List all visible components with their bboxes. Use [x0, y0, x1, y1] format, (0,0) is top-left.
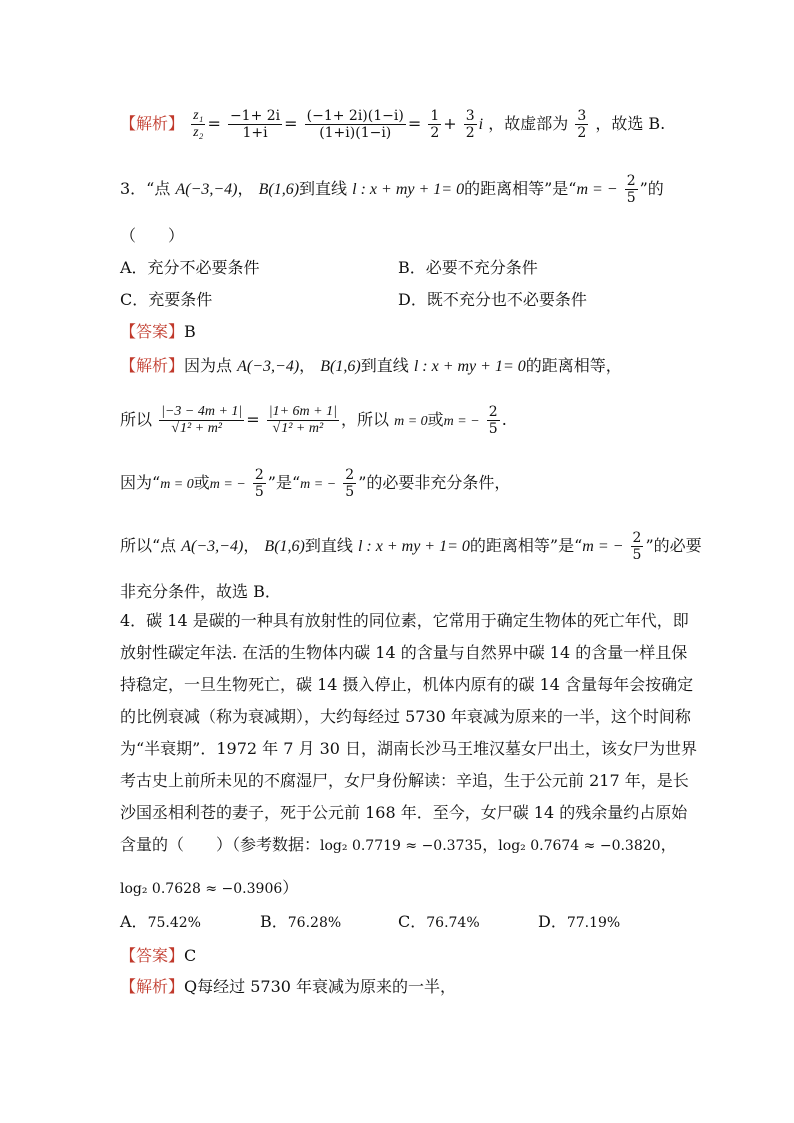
- q4-line: 4．碳 14 是碳的一种具有放射性的同位素，它常用于确定生物体的死亡年代，即: [120, 611, 689, 630]
- text: ”的必要: [645, 536, 702, 555]
- q3-option-a: A．充分不必要条件: [120, 258, 260, 277]
- fraction-z1-z2: $\frac{\text{z₁}}{\text{z₂}}$: [193, 108, 204, 140]
- text: ”的必要非充分条件，: [358, 473, 511, 492]
- m-zero: m = 0: [394, 414, 428, 429]
- choice-text: ，故选 B.: [595, 114, 666, 133]
- fraction-expr: $\frac{-1+ 2i}{1+i}$: [229, 108, 281, 141]
- point-a: A(−3,−4): [181, 538, 244, 555]
- fraction-two-fifths: $\frac{2}{5}$: [626, 173, 636, 206]
- answer-tag: 【答案】: [120, 946, 185, 965]
- fraction-two-fifths: $\frac{2}{5}$: [488, 404, 498, 437]
- distance-fraction-b: |1+ 6m + 1| √ 1² + m²: [267, 404, 339, 437]
- solution-tag: 【解析】: [120, 356, 185, 375]
- comma: ，: [237, 179, 254, 198]
- because-symbol: Q: [184, 977, 198, 996]
- point-b: B(1,6): [264, 538, 305, 555]
- fraction-three-half: $\frac{3}{2}$: [465, 108, 475, 141]
- q3-solution-line1: [120, 356, 622, 377]
- q3-text-b: 到直线: [299, 179, 348, 198]
- q3-solution-line4: [120, 530, 702, 563]
- q3-paren: （ ）: [120, 226, 185, 245]
- fraction-half: $\frac{1}{2}$: [430, 108, 440, 141]
- reference-log3: log₂ 0.7628 ≈ −0.3906: [120, 881, 283, 897]
- solution-tag: 【解析】: [120, 114, 185, 133]
- q3-stem: [120, 173, 664, 206]
- point-a: A(−3,−4): [237, 358, 300, 375]
- q3-text-c: 的距离相等”是“: [464, 179, 577, 198]
- solution-tag: 【解析】: [120, 977, 185, 996]
- q2-solution: 【解析】 $\frac{\text{z₁}}{\text{z₂}}$ = $\frac{-1+ 2i}{1+i}$ = $\frac{(-1+ 2i)(1-i)}{(1+i)(1-i)}$ = $\frac{1}{2}$ + $\frac{3}{2}$ i ，故虚部为 $\frac{3}{2}$ ，故选 B.: [120, 108, 666, 141]
- q4-option-b: B．76.28%: [260, 912, 342, 931]
- text: 到直线: [304, 536, 353, 555]
- point-b: B(1,6): [320, 358, 361, 375]
- m-zero: m = 0: [160, 477, 194, 492]
- q4-line: 的比例衰减（称为衰减期），大约每经过 5730 年衰减为原来的一半，这个时间称: [120, 707, 691, 726]
- text: .: [501, 410, 507, 429]
- answer-text: ，故虚部为: [488, 114, 569, 133]
- distance-fraction-a: |−3 − 4m + 1| √ 1² + m²: [159, 404, 244, 437]
- text: 含量的（ ）（参考数据：: [120, 835, 321, 854]
- text: ，所以: [340, 410, 389, 429]
- text: 因为点: [184, 356, 233, 375]
- fraction-two-fifths: $\frac{2}{5}$: [254, 467, 264, 500]
- reference-log1: log₂ 0.7719 ≈ −0.3735: [320, 838, 483, 854]
- q3-solution-line2: 所以 |−3 − 4m + 1| √ 1² + m² = |1+ 6m + 1| √ 1² + m² ，所以 m = 0或m = − $\frac{2}{5}$ .: [120, 404, 507, 437]
- q4-solution: [120, 977, 456, 997]
- comma: ，: [243, 536, 260, 555]
- q4-reference-line: 含量的（ ）（参考数据：log₂ 0.7719 ≈ −0.3735，log₂ 0.7674 ≈ −0.3820，: [120, 835, 677, 854]
- q3-solution-line5: 非充分条件，故选 B．: [120, 582, 281, 601]
- text: 或: [193, 473, 210, 492]
- m-equation: m = −: [443, 414, 480, 429]
- fraction-two-fifths: $\frac{2}{5}$: [632, 530, 642, 563]
- q3-option-b: B．必要不充分条件: [398, 258, 538, 277]
- text: 因为“: [120, 473, 161, 492]
- q3-option-c: C．充要条件: [120, 290, 213, 309]
- text: 或: [427, 410, 444, 429]
- q4-reference-line2: [120, 878, 298, 899]
- reference-log2: log₂ 0.7674 ≈ −0.3820: [498, 838, 661, 854]
- fraction-two-fifths: $\frac{2}{5}$: [345, 467, 355, 500]
- q4-answer: [120, 946, 196, 966]
- answer-tag: 【答案】: [120, 322, 185, 341]
- q4-line: 持稳定，一旦生物死亡，碳 14 摄入停止，机体内原有的碳 14 含量每年会按确定: [120, 675, 694, 694]
- m-equation: m = −: [582, 538, 624, 555]
- m-equation: m = −: [576, 181, 618, 198]
- q4-line: 考古史上前所未见的不腐湿尸，女尸身份解读：辛追，生于公元前 217 年，是长: [120, 771, 689, 790]
- q4-line: 沙国丞相利苍的妻子，死于公元前 168 年．至今，女尸碳 14 的残余量约占原始: [120, 803, 688, 822]
- q3-solution-line3: [120, 467, 510, 500]
- fraction-expanded: $\frac{(-1+ 2i)(1-i)}{(1+i)(1-i)}$: [306, 108, 404, 141]
- m-equation: m = −: [209, 477, 246, 492]
- point-a: A(−3,−4): [175, 181, 238, 198]
- q3-answer: [120, 322, 196, 342]
- q4-option-d: D．77.19%: [538, 912, 621, 931]
- text: 每经过 5730 年衰减为原来的一半，: [197, 977, 457, 996]
- answer-value: B: [184, 322, 196, 341]
- answer-value: C: [184, 946, 197, 965]
- text: ”是“: [267, 473, 301, 492]
- comma: ，: [299, 356, 316, 375]
- line-equation: l : x + my + 1= 0: [352, 181, 465, 198]
- text: ）: [282, 878, 299, 897]
- q3-option-d: D．既不充分也不必要条件: [398, 290, 587, 309]
- q4-line: 为“半衰期”．1972 年 7 月 30 日，湖南长沙马王堆汉墓女尸出土，该女尸为世界: [120, 739, 698, 758]
- line-equation: l : x + my + 1= 0: [357, 538, 470, 555]
- point-b: B(1,6): [258, 181, 300, 198]
- text: 所以“点: [120, 536, 177, 555]
- q3-text-d: ”的: [639, 179, 664, 198]
- q3-text-a: 3．“点: [120, 179, 171, 198]
- m-equation: m = −: [300, 477, 337, 492]
- text: 的距离相等，: [525, 356, 622, 375]
- text: 所以: [120, 410, 153, 429]
- line-equation: l : x + my + 1= 0: [413, 358, 526, 375]
- fraction-imag-part: $\frac{3}{2}$: [577, 108, 587, 141]
- text: 到直线: [360, 356, 409, 375]
- q4-option-c: C．76.74%: [398, 912, 480, 931]
- q4-option-a: A．75.42%: [120, 912, 201, 931]
- text: 的距离相等”是“: [469, 536, 583, 555]
- q4-line: 放射性碳定年法. 在活的生物体内碳 14 的含量与自然界中碳 14 的含量一样且保: [120, 643, 688, 662]
